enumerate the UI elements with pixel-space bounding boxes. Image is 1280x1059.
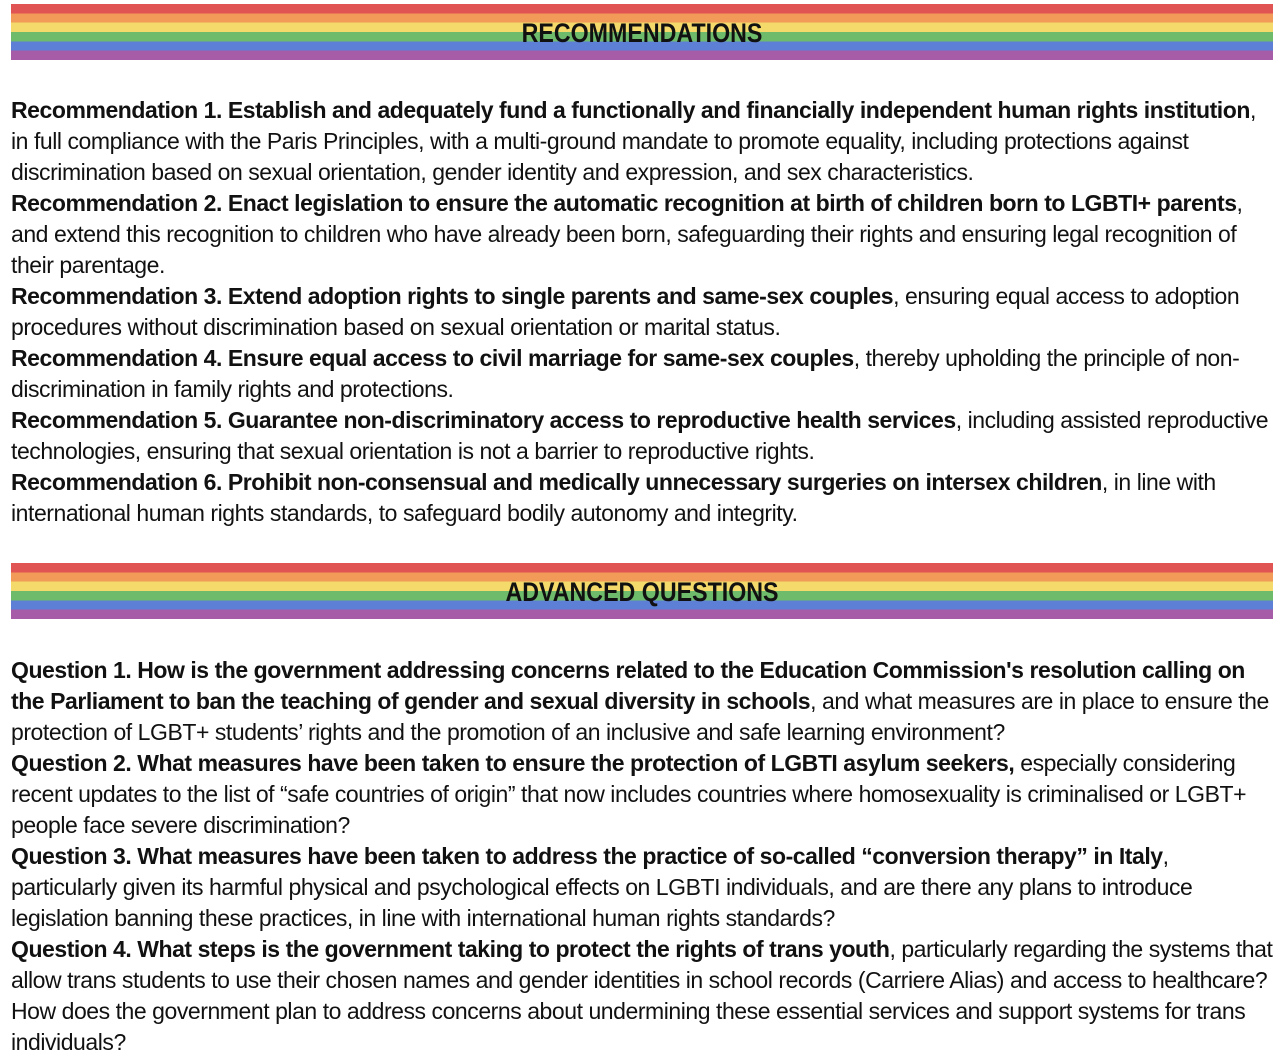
recommendation-4 (11, 343, 1273, 405)
recommendation-3-title: Recommendation 3. Extend adoption rights to single parents and same-sex couples (11, 283, 894, 309)
question-2-title: Question 2. What measures have been taken to ensure the protection of LGBTI asylum seekers, (11, 750, 1015, 776)
question-3-title: Question 3. What measures have been taken to address the practice of so-called “conversion therapy” in Italy (11, 843, 1163, 869)
question-1 (11, 655, 1273, 748)
recommendation-1-title: Recommendation 1. Establish and adequately fund a functionally and financially independent human rights institution (11, 97, 1250, 123)
recommendation-3 (11, 281, 1273, 343)
recommendation-4-text: , thereby upholding the principle of non-discrimination in family rights and protections. (11, 345, 1240, 402)
question-4 (11, 934, 1273, 1058)
question-2-text: especially considering recent updates to the list of “safe countries of origin” that now includes countries where homosexuality is criminalised or LGBT+ people face severe discrimination? (11, 750, 1247, 838)
recommendation-6-title: Recommendation 6. Prohibit non-consensual and medically unnecessary surgeries on intersex children (11, 469, 1102, 495)
advanced-questions-heading: ADVANCED QUESTIONS (505, 577, 779, 607)
recommendations-list (11, 95, 1273, 529)
recommendation-2-title: Recommendation 2. Enact legislation to ensure the automatic recognition at birth of children born to LGBTI+ parents (11, 190, 1237, 216)
recommendations-heading: RECOMMENDATIONS (521, 18, 763, 48)
recommendation-1 (11, 95, 1273, 188)
recommendation-5 (11, 405, 1273, 467)
recommendation-2-text: , and extend this recognition to children who have already been born, safeguarding their rights and ensuring legal recognition of their parentage. (11, 190, 1243, 278)
question-3 (11, 841, 1273, 934)
advanced-questions-list (11, 655, 1273, 1058)
question-3-text: , particularly given its harmful physical and psychological effects on LGBTI individuals, and are there any plans to introduce legislation banning these practices, in line with international human rights standards? (11, 843, 1193, 931)
recommendation-1-text: , in full compliance with the Paris Principles, with a multi-ground mandate to promote equality, including protections against discrimination based on sexual orientation, gender identity and expression, and sex characteristics. (11, 97, 1256, 185)
recommendation-6-text: , in line with international human rights standards, to safeguard bodily autonomy and integrity. (11, 469, 1216, 526)
question-2 (11, 748, 1273, 841)
recommendation-5-title: Recommendation 5. Guarantee non-discriminatory access to reproductive health services (11, 407, 956, 433)
recommendation-2 (11, 188, 1273, 281)
question-4-title: Question 4. What steps is the government taking to protect the rights of trans youth (11, 936, 890, 962)
recommendation-6 (11, 467, 1273, 529)
question-1-text: , and what measures are in place to ensure the protection of LGBT+ students’ rights and the promotion of an inclusive and safe learning environment? (11, 688, 1269, 745)
recommendation-3-text: , ensuring equal access to adoption procedures without discrimination based on sexual orientation or marital status. (11, 283, 1240, 340)
recommendation-5-text: , including assisted reproductive technologies, ensuring that sexual orientation is not a barrier to reproductive rights. (11, 407, 1269, 464)
recommendation-4-title: Recommendation 4. Ensure equal access to civil marriage for same-sex couples (11, 345, 854, 371)
advanced-questions-banner (11, 563, 1273, 619)
question-4-text: , particularly regarding the systems that allow trans students to use their chosen names and gender identities in school records (Carriere Alias) and access to healthcare? How does the government plan to address concerns about undermining these essential services and support systems for trans individuals? (11, 936, 1273, 1055)
question-1-title: Question 1. How is the government addressing concerns related to the Education Commission's resolution calling on the Parliament to ban the teaching of gender and sexual diversity in schools (11, 657, 1245, 714)
recommendations-banner (11, 4, 1273, 60)
